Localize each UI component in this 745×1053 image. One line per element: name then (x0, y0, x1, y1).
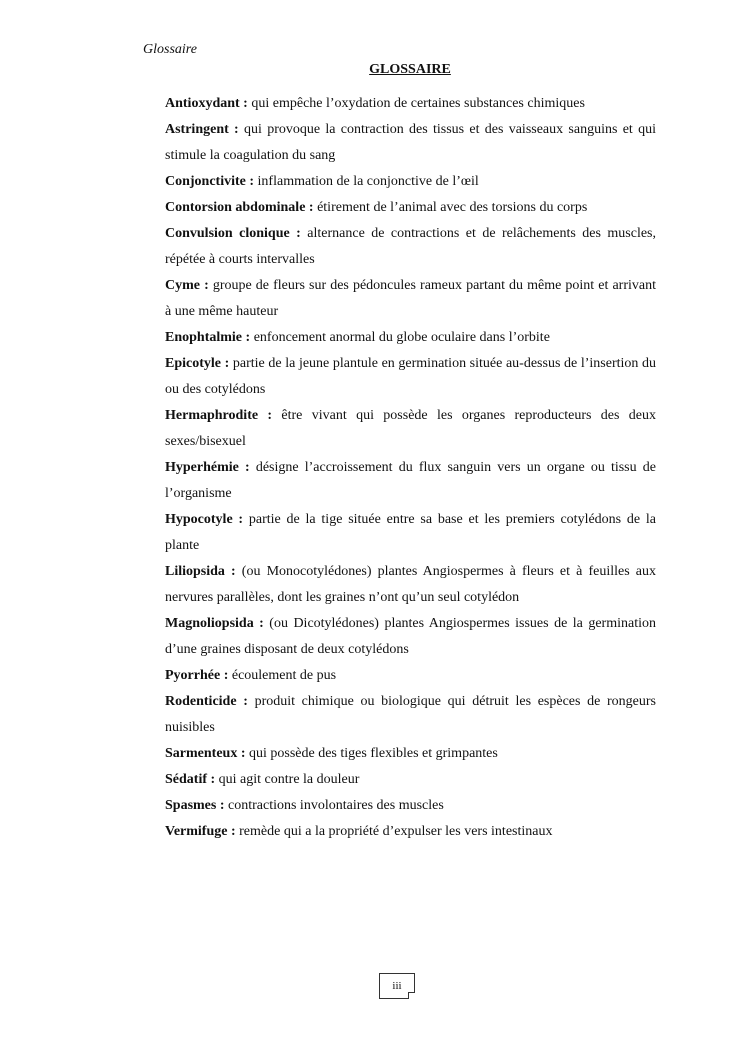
glossary-entry (165, 117, 656, 169)
glossary-definition: contractions involontaires des muscles (224, 798, 444, 813)
glossary-entry (165, 325, 656, 351)
glossary-term: Hyperhémie : (165, 460, 250, 475)
glossary-definition: être vivant qui possède les organes reproducteurs des deux sexes/bisexuel (165, 408, 656, 449)
glossary-entry (165, 767, 656, 793)
glossary-entry (165, 793, 656, 819)
glossary-term: Enophtalmie : (165, 330, 251, 345)
glossary-definition: alternance de contractions et de relâchements des muscles, répétée à courts intervalles (165, 226, 656, 267)
glossary-entry (165, 91, 656, 117)
glossary-definition: produit chimique ou biologique qui détruit les espèces de rongeurs nuisibles (165, 694, 656, 735)
glossary-term: Convulsion clonique : (165, 226, 301, 241)
glossary-entry (165, 351, 656, 403)
glossary-entry (165, 663, 656, 689)
glossary-term: Pyorrhée : (165, 668, 229, 683)
glossary-entry (165, 741, 656, 767)
glossary-definition: (ou Dicotylédones) plantes Angiospermes issues de la germination d’une graines disposant de deux cotylédons (165, 616, 656, 657)
glossary-definition: remède qui a la propriété d’expulser les vers intestinaux (235, 824, 553, 839)
glossary-definition: partie de la jeune plantule en germination située au-dessus de l’insertion du ou des cotylédons (165, 356, 657, 397)
glossary-term: Hypocotyle : (165, 512, 244, 527)
glossary-definition: partie de la tige située entre sa base et les premiers cotylédons de la plante (165, 512, 656, 553)
glossary-term: Liliopsida : (165, 564, 236, 579)
glossary-term: Hermaphrodite : (165, 408, 273, 423)
glossary-definition: qui empêche l’oxydation de certaines substances chimiques (247, 96, 585, 111)
glossary-entry (165, 169, 656, 195)
glossary-term: Magnoliopsida : (165, 616, 264, 631)
glossary-term: Rodenticide : (165, 694, 248, 709)
glossary-entry (165, 819, 656, 845)
glossary-term: Epicotyle : (165, 356, 230, 371)
glossary-term: Sédatif : (165, 772, 216, 787)
running-header: Glossaire (143, 42, 197, 57)
glossary-entry (165, 507, 656, 559)
glossary-definition: désigne l’accroissement du flux sanguin vers un organe ou tissu de l’organisme (165, 460, 656, 501)
glossary-entry (165, 455, 656, 507)
glossary-entry (165, 403, 656, 455)
glossary-definition: qui agit contre la douleur (215, 772, 360, 787)
glossary-definition: écoulement de pus (228, 668, 337, 683)
page-title: GLOSSAIRE (369, 62, 451, 77)
glossary-term: Antioxydant : (165, 96, 248, 111)
glossary-entry (165, 273, 656, 325)
glossary-list (165, 91, 656, 845)
glossary-entry (165, 195, 656, 221)
glossary-term: Vermifuge : (165, 824, 236, 839)
glossary-entry (165, 221, 656, 273)
glossary-entry (165, 559, 656, 611)
glossary-term: Contorsion abdominale : (165, 200, 314, 215)
glossary-term: Spasmes : (165, 798, 225, 813)
glossary-definition: groupe de fleurs sur des pédoncules rameux partant du même point et arrivant à une même hauteur (165, 278, 656, 319)
glossary-entry (165, 689, 656, 741)
glossary-term: Astringent : (165, 122, 239, 137)
glossary-term: Conjonctivite : (165, 174, 255, 189)
page-number: iii (379, 973, 415, 999)
glossary-term: Cyme : (165, 278, 209, 293)
glossary-term: Sarmenteux : (165, 746, 246, 761)
glossary-definition: étirement de l’animal avec des torsions du corps (313, 200, 588, 215)
glossary-definition: enfoncement anormal du globe oculaire dans l’orbite (250, 330, 550, 345)
glossary-definition: qui possède des tiges flexibles et grimpantes (245, 746, 498, 761)
glossary-entry (165, 611, 656, 663)
glossary-definition: inflammation de la conjonctive de l’œil (254, 174, 479, 189)
glossary-definition: (ou Monocotylédones) plantes Angiospermes à fleurs et à feuilles aux nervures parallèles, dont les graines n’ont qu’un seul cotylédon (165, 564, 656, 605)
glossary-definition: qui provoque la contraction des tissus et des vaisseaux sanguins et qui stimule la coagulation du sang (165, 122, 656, 163)
